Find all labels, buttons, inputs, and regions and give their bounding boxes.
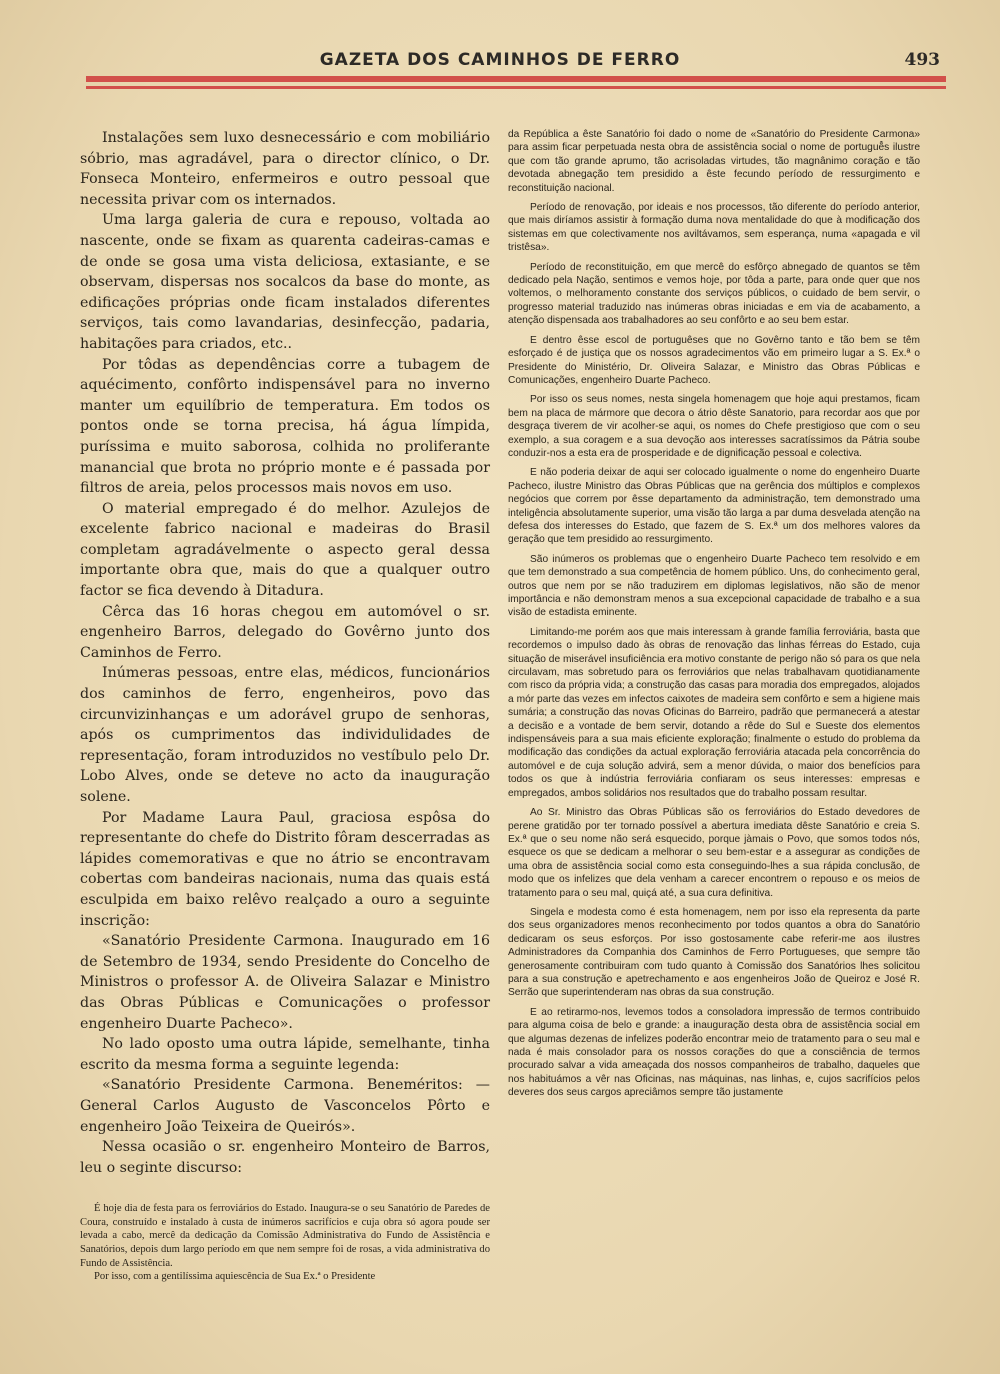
inscription-quote: «Sanatório Presidente Carmona. Beneméritos: — General Carlos Augusto de Vasconcelos Pôrto e engenheiro João Teixeira de Queirós». (80, 1077, 490, 1135)
speech-paragraph: Período de reconstituição, em que mercê do esfôrço abnegado de quantos se têm dedicado pela Nação, sentimos e vemos hoje, por tôda a parte, para onde quer que nos voltemos, o melhoramento constante dos serviços públicos, o cuidado de bem servir, o progresso material traduzido nas inúmeras obras iniciadas e em via de acabamento, a atenção dispensada aos trabalhadores ao seu confôrto e ao seu bem estar. (508, 261, 920, 327)
speech-paragraph: É hoje dia de festa para os ferroviários do Estado. Inaugura-se o seu Sanatório de Paredes de Coura, construído e instalado à custa de inúmeros sacrifícios e cuja obra só agora poude ser levada a cabo, mercê da dedicação da Comissão Administrativa do Fundo de Assistência e Sanatórios, depois dum largo período em que nem sempre foi de rosas, a vida administrativa do Fundo de Assistência. (80, 1203, 490, 1269)
speech-paragraph: Singela e modesta como é esta homenagem, nem por isso ela representa da parte dos seus organizadores menos reconhecimento por todos quantos a obra do Sanatório dedicaram os seus esforços. Por isso gostosamente cabe referir-me aos ilustres Administradores da Companhia dos Caminhos de Ferro Portugueses, que sempre tão generosamente contribuiram com tudo quanto à Comissão dos Sanatórios lhes solicitou para a sua construção e apetrechamento e aos engenheiros João de Queiroz e José R. Serrão que superintenderam nas obras da sua construção. (508, 906, 920, 999)
speech-paragraph: da República a êste Sanatório foi dado o nome de «Sanatório do Presidente Carmona» para assim ficar perpetuada nesta obra de assistência social o nome de portuguê̂s ilustre que com tão grande aprumo, tão acrisoladas virtudes, tão magnânimo coração e tão devotada abnegação tem presidido a êste fecundo período de ressurgimento e reconstituição nacional. (508, 129, 920, 194)
page-number: 493 (904, 50, 940, 70)
paragraph: Instalações sem luxo desnecessário e com mobiliário sóbrio, mas agradável, para o director clínico, o Dr. Fonseca Monteiro, enfermeiros e outro pessoal que necessita privar com os internados. (80, 130, 490, 208)
paragraph: Cêrca das 16 horas chegou em automóvel o sr. engenheiro Barros, delegado do Govêrno junto dos Caminhos de Ferro. (80, 603, 490, 661)
left-column (80, 128, 490, 1284)
paragraph: Por Madame Laura Paul, graciosa espôsa do representante do chefe do Distrito fôram descerradas as lápides comemorativas e que no átrio se encontravam cobertas com bandeiras nacionais, numa das quais está esculpida em baixo relêvo realçado a ouro a seguinte inscrição: (80, 809, 490, 929)
paragraph: Por tôdas as dependências corre a tubagem de aquécimento, confôrto indispensável para no inverno manter um equilíbrio de temperatura. Em todos os pontos onde se torna precisa, há água límpida, puríssima e muito saborosa, colhida no proliferante manancial que brota no próprio monte e é passada por filtros de areia, pelos processos mais novos em uso. (80, 356, 490, 497)
speech-paragraph: E não poderia deixar de aqui ser colocado igualmente o nome do engenheiro Duarte Pacheco, ilustre Ministro das Obras Públicas que na gerência dos múltiplos e complexos negócios que correm por êsse departamento da administração, tem demonstrado uma inteligência absolutamente superior, uma visão tão larga a par duma desvelada atenção na defesa dos interesses do Estado, que fazem de S. Ex.ª um dos melhores valores da geração que tem presidido ao ressurgimento. (508, 467, 920, 546)
header-rule-thick (86, 76, 946, 82)
speech-paragraph: E ao retirarmo-nos, levemos todos a consoladora impressão de termos contribuido para alguma coisa de belo e grande: a inauguração desta obra de assistência social em que algumas dezenas de infelizes poderão encontrar meio de tratamento para o seu mal e nada é mais consolador para os nossos corações do que a consciência de termos procurado salvar a vida ameaçada dos nossos companheiros de trabalho, daqueles que nos habituámos a vêr nas Oficinas, nas máquinas, nas linhas, e, cujos sacrifícios pelos deveres dos seus cargos apreciâmos sempre tão justamente (508, 1006, 920, 1099)
right-column (508, 128, 920, 1106)
paragraph: O material empregado é do melhor. Azulejos de excelente fabrico nacional e madeiras do Brasil completam agradávelmente o aspecto geral dessa importante obra que, mais do que a qualquer outro factor se fica devendo à Ditadura. (80, 500, 490, 600)
spacer (80, 1178, 490, 1202)
header-rule-thin (86, 86, 946, 89)
paragraph: Inúmeras pessoas, entre elas, médicos, funcionários dos caminhos de ferro, engenheiros, povo das circunvizinhanças e um adorável grupo de senhoras, após os cumprimentos das individulidades de representação, foram introduzidos no vestíbulo pelo Dr. Lobo Alves, onde se deteve no acto da inauguração solene. (80, 665, 490, 805)
speech-paragraph: Limitando-me porém aos que mais interessam à grande família ferroviária, basta que recordemos o impulso dado às obras de renovação das linhas férreas do Estado, cuja situação de miserável insuficiência era motivo constante de perigo não só para os que nela circulavam, mas sobretudo para os ferroviários que nelas trabalhavam quotidianamente com risco da própria vida; a construção das casas para moradia dos empregados, alojados a mór parte das vezes em infectos caixotes de madeira sem confôrto e sem a higiene mais sumária; a construção das novas Oficinas do Barreiro, padrão que permanecerá a atestar a decisão e a vontade de bem servir, dotando a rêde do Sul e Sueste dos elementos indispensáveis para a sua mais eficiente exploração; finalmente o estudo do problema da modificação das condições da actual exploração ferroviária atacada pela concorrência do automóvel e de cuja solução advirá, sem a menor dúvida, o maior dos benefícios para todos os que à indústria ferroviária confiaram os seus interesses: empresas e empregados, ambos solidários nos resultados que do trabalho possam resultar. (508, 626, 920, 799)
paragraph: Uma larga galeria de cura e repouso, voltada ao nascente, onde se fixam as quarenta cadeiras-camas e de onde se gosa uma vista deliciosa, extasiante, e se observam, dispersas nos socalcos da base do monte, as edificações próprias onde ficam instalados diferentes serviços, tais como lavandarias, desinfecção, padaria, habitações para criados, etc.. (80, 212, 490, 352)
speech-paragraph: São inúmeros os problemas que o engenheiro Duarte Pacheco tem resolvido e em que tem demonstrado a sua competência de homem público. Uns, do conhecimento geral, outros que nem por se não traduzirem em diplomas legislativos, não são de menor importância e não demonstram menos a sua excepcional capacidade de trabalho e a sua visão de estadista eminente. (508, 553, 920, 619)
speech-paragraph: Período de renovação, por ideais e nos processos, tão diferente do período anterior, que mais diríamos assistir à formação duma nova mentalidade do que à modificação dos sistemas em que colectivamente nos aviltávamos, sem esperança, numa «apagada e vil tristêsa». (508, 202, 920, 254)
inscription-quote: «Sanatório Presidente Carmona. Inaugurado em 16 de Setembro de 1934, sendo Presidente do Concelho de Ministros o professor A. de Oliveira Salazar e Ministro das Obras Públicas e Comunicações o professor engenheiro Duarte Pacheco». (80, 933, 490, 1032)
speech-paragraph: Ao Sr. Ministro das Obras Públicas são os ferroviários do Estado devedores de perene gratidão por ter tornado possível a abertura imediata dêste Sanatório e creia S. Ex.ª que o seu nome não será esquecido, porque jàmais o Povo, que somos todos nós, esquece os que se dedicam a melhorar o seu bem-estar e a assegurar as condições de uma obra de assistência social como esta conseguindo-lhes a sua rápida conclusão, de modo que os infelizes que dela venham a carecer encontrem o repouso e os meios de tratamento para o seu mal, quiçá até, a sua cura definitiva. (508, 807, 920, 899)
speech-paragraph: E dentro êsse escol de portuguêses que no Govêrno tanto e tão bem se têm esforçado é de justiça que os nossos agradecimentos vão em primeiro lugar a S. Ex.ª o Presidente do Ministério, Dr. Oliveira Salazar, e Ministro das Obras Públicas e Comunicações, engenheiro Duarte Pacheco. (508, 334, 920, 386)
paragraph: Nessa ocasião o sr. engenheiro Monteiro de Barros, leu o seginte discurso: (80, 1139, 490, 1176)
page-header (60, 46, 940, 76)
speech-paragraph: Por isso os seus nomes, nesta singela homenagem que hoje aqui prestamos, ficam bem na placa de mármore que decora o átrio dêste Sanatorio, para recordar aos que por desgraça tiverem de vir acolher-se aqui, os nomes do Chefe prestigioso que com o seu exemplo, a sua coragem e a sua devoção aos interesses sacratíssimos da Pátria soube conduzir-nos a esta era de prosperidade e de dignificação pessoal e colectiva. (508, 394, 920, 459)
paragraph: No lado oposto uma outra lápide, semelhante, tinha escrito da mesma forma a seguinte legenda: (80, 1036, 490, 1073)
publication-title: GAZETA DOS CAMINHOS DE FERRO (319, 50, 681, 70)
speech-paragraph: Por isso, com a gentilíssima aquiescência de Sua Ex.ª o Presidente (94, 1271, 376, 1283)
